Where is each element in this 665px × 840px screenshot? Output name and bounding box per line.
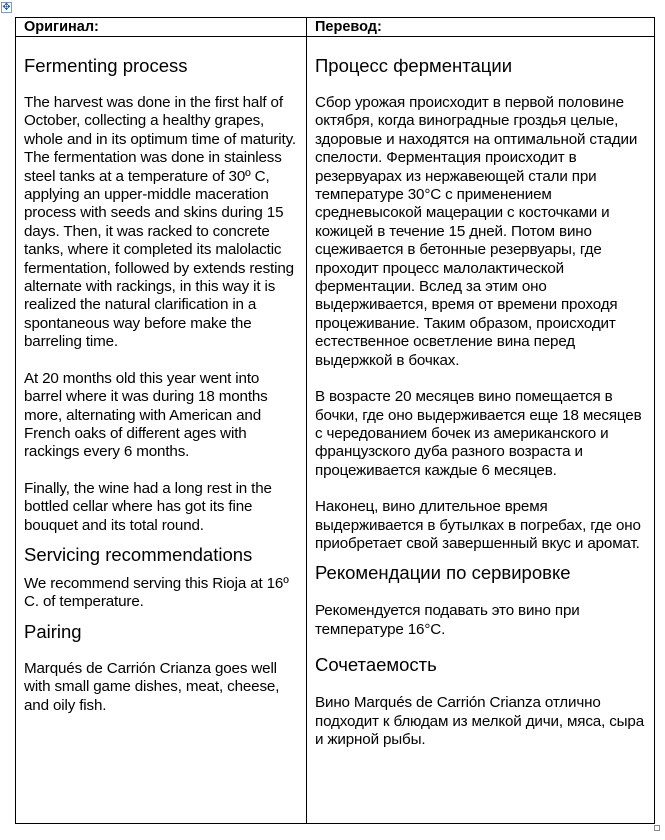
para-rest-translation: Наконец, вино длительное время выдерживается в бутылках в погребах, где оно приобретает свой завершенный вкус и аромат. xyxy=(315,498,641,552)
heading-pairing-original: Pairing xyxy=(24,620,82,642)
para-pairing-translation: Вино Marqués de Carrión Crianza отлично подходит к блюдам из мелкой дичи, мяса, сыра и жирной рыбы. xyxy=(315,694,645,748)
header-translation: Перевод: xyxy=(307,18,655,37)
para-servicing-translation: Рекомендуется подавать это вино при температуре 16°C. xyxy=(315,602,580,638)
original-cell[interactable] xyxy=(16,37,307,824)
heading-fermenting-translation: Процесс ферментации xyxy=(315,55,513,76)
table-move-handle-icon[interactable]: ✥ xyxy=(2,2,11,13)
table-resize-handle-icon[interactable] xyxy=(654,825,660,831)
heading-servicing-translation: Рекомендации по сервировке xyxy=(315,562,571,584)
para-rest-original: Finally, the wine had a long rest in the bottled cellar where has got its fine bouquet and its total round. xyxy=(24,479,272,534)
para-pairing-original: Marqués de Carrión Crianza goes well with small game dishes, meat, cheese, and oily fish. xyxy=(24,659,280,714)
para-servicing-original: We recommend serving this Rioja at 16º C. of temperature. xyxy=(24,574,289,611)
translation-cell[interactable] xyxy=(307,37,655,824)
para-harvest-original: The harvest was done in the first half of October, collecting a healthy grapes, whole and in its optimum time of maturity. The fermentation was done in stainless steel tanks at a temperature of 30º C, applying an upper-middle maceration process with seeds and skins during 15 days. Then, it was racked to concrete tanks, where it completed its malolactic fermentation, followed by extends resting alternate with rackings, in this way it is realized the natural clarification in a spontaneous way before make the barreling time. xyxy=(24,94,296,351)
para-barrel-original: At 20 months old this year went into barrel where it was during 18 months more, alternating with American and French oaks of different ages with rackings every 6 months. xyxy=(24,369,268,461)
translation-table xyxy=(15,17,655,824)
header-original: Оригинал: xyxy=(16,18,307,37)
para-harvest-translation: Сбор урожая происходит в первой половине октября, когда виноградные гроздья целые, здоровые и находятся на оптимальной стадии спелости. Ферментация происходит в резервуарах из нержавеющей стали при температуре 30°C с применением средневысокой мацерации с косточками и кожицей в течение 15 дней. Потом вино сцеживается в бетонные резервуары, где проходит процесс малолактической ферментации. Вслед за этим оно выдерживается, время от времени проходя процеживание. Таким образом, происходит естественное осветление вина перед выдержкой в бочках. xyxy=(315,94,638,369)
header-row xyxy=(16,18,655,37)
content-row xyxy=(16,37,655,824)
para-barrel-translation: В возрасте 20 месяцев вино помещается в бочки, где оно выдерживается еще 18 месяцев с чередованием бочек из американского и французского дуба разного возраста и процеживается каждые 6 месяцев. xyxy=(315,388,642,479)
heading-servicing-original: Servicing recommendations xyxy=(24,543,253,565)
heading-fermenting-original: Fermenting process xyxy=(24,55,188,76)
heading-pairing-translation: Сочетаемость xyxy=(315,654,437,676)
